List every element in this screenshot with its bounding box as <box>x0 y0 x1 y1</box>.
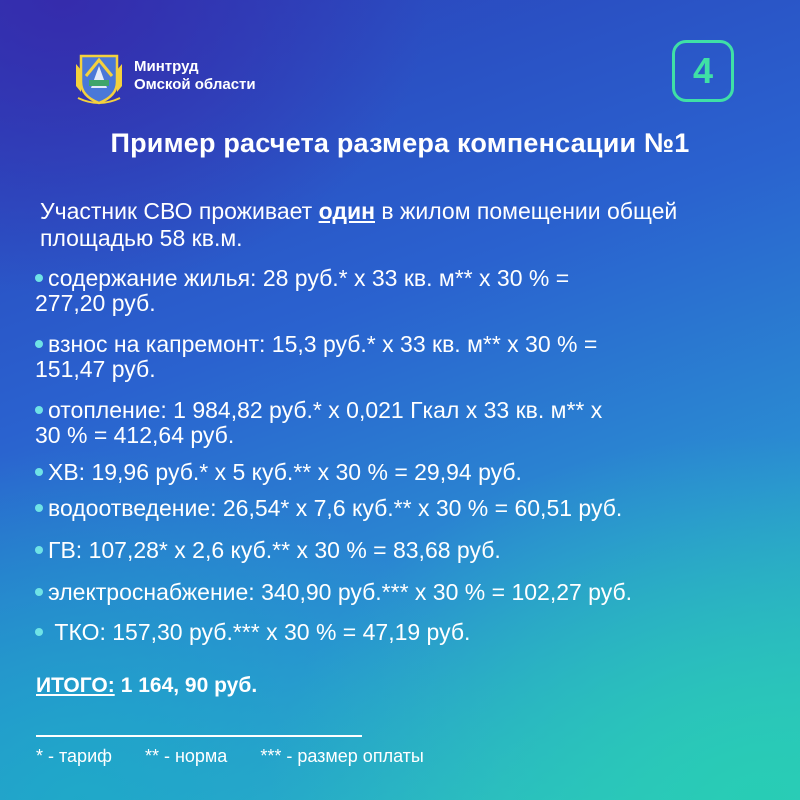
item-line-1: электроснабжение: 340,90 руб.*** х 30 % = 102,27 руб. <box>48 579 633 605</box>
total-label: ИТОГО: <box>36 674 115 697</box>
footnote-divider <box>36 735 362 737</box>
footnote-tariff: * - тариф <box>36 746 112 766</box>
intro-text <box>40 198 760 252</box>
total-value: 1 164, 90 руб. <box>120 674 258 697</box>
footnotes <box>36 746 452 767</box>
coat-of-arms-icon <box>72 46 126 106</box>
list-item <box>35 266 569 316</box>
list-item <box>35 620 470 645</box>
list-item <box>35 460 522 485</box>
item-line-1: взнос на капремонт: 15,3 руб.* х 33 кв. м** х 30 % = <box>48 331 598 357</box>
footnote-norm: ** - норма <box>144 746 228 766</box>
bullet-icon <box>35 588 43 596</box>
item-line-1: отопление: 1 984,82 руб.* х 0,021 Гкал х 33 кв. м** х <box>48 397 603 423</box>
brand-logo <box>72 46 256 106</box>
bullet-icon <box>35 628 43 636</box>
item-line-1: ТКО: 157,30 руб.*** х 30 % = 47,19 руб. <box>48 619 471 645</box>
bullet-icon <box>35 468 43 476</box>
list-item <box>35 580 632 605</box>
item-line-2: 30 % = 412,64 руб. <box>35 422 235 448</box>
intro-after: в жилом помещении общей площадью 58 кв.м. <box>40 198 678 251</box>
bullet-icon <box>35 274 43 282</box>
brand-line-1: Минтруд <box>134 58 199 75</box>
item-line-2: 151,47 руб. <box>35 356 156 382</box>
list-item <box>35 398 602 448</box>
item-line-2: 277,20 руб. <box>35 290 156 316</box>
intro-emphasis: один <box>318 198 375 224</box>
page-title: Пример расчета размера компенсации №1 <box>110 128 690 158</box>
list-item <box>35 332 597 382</box>
page-number-badge: 4 <box>672 40 734 102</box>
bullet-icon <box>35 504 43 512</box>
total-line <box>36 674 257 698</box>
intro-before: Участник СВО проживает <box>40 198 319 224</box>
list-item <box>35 496 622 521</box>
list-item <box>35 538 501 563</box>
item-line-1: ГВ: 107,28* х 2,6 куб.** х 30 % = 83,68 руб. <box>48 537 501 563</box>
item-line-1: водоотведение: 26,54* х 7,6 куб.** х 30 % = 60,51 руб. <box>48 495 623 521</box>
item-line-1: ХВ: 19,96 руб.* х 5 куб.** х 30 % = 29,94 руб. <box>48 459 522 485</box>
bullet-icon <box>35 340 43 348</box>
bullet-icon <box>35 546 43 554</box>
footnote-payment: *** - размер оплаты <box>260 746 424 766</box>
item-line-1: содержание жилья: 28 руб.* х 33 кв. м** х 30 % = <box>48 265 570 291</box>
brand-line-2: Омской области <box>134 76 256 93</box>
bullet-icon <box>35 406 43 414</box>
